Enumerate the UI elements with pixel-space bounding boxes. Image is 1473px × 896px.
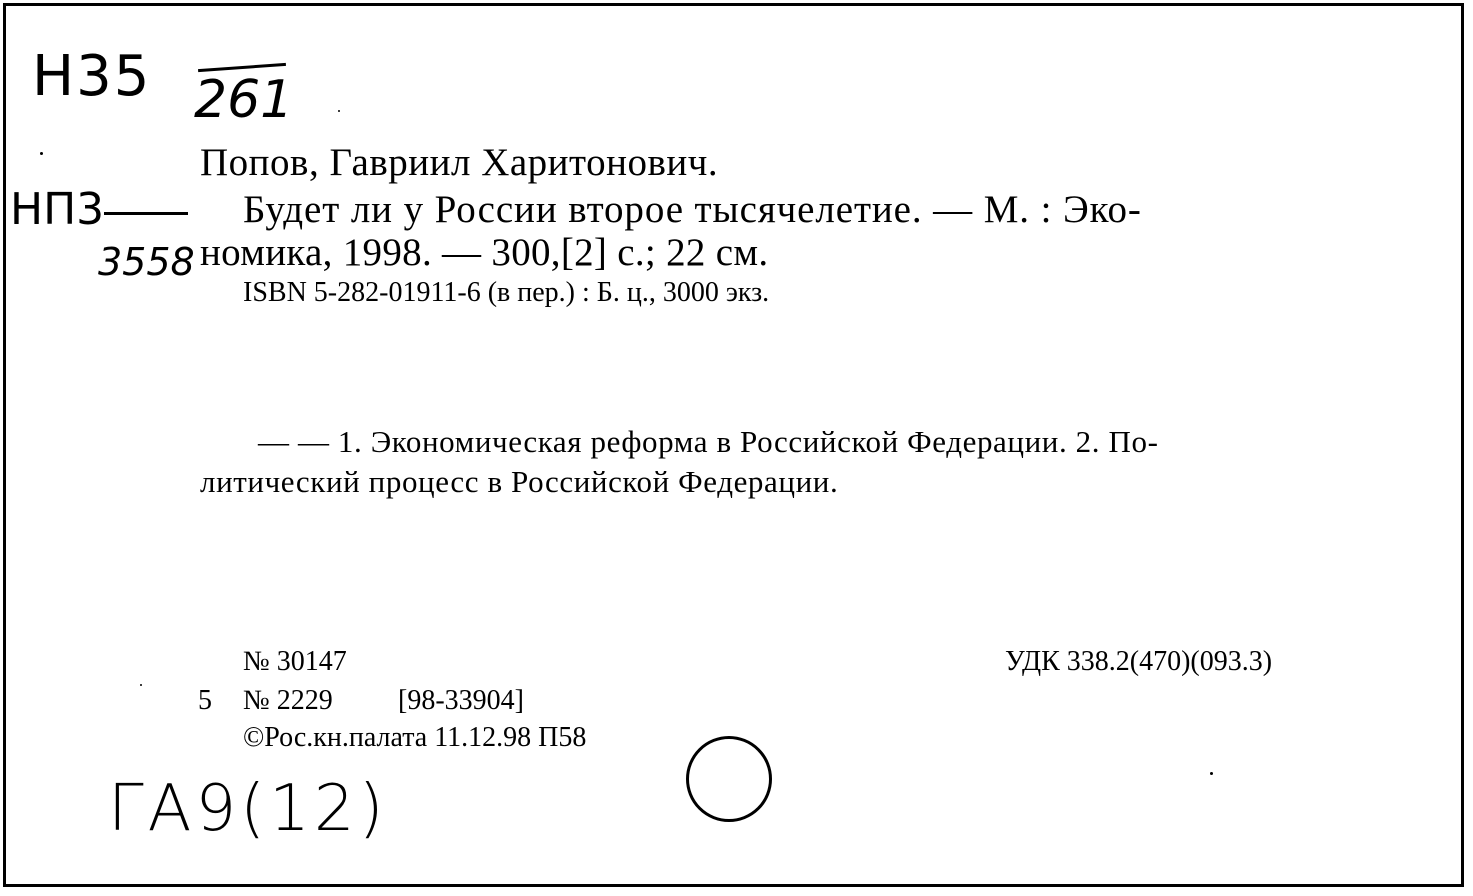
card-number-2: № 2229 bbox=[243, 685, 333, 716]
card-number: № 30147 bbox=[243, 646, 347, 677]
isbn-line: ISBN 5-282-01911-6 (в пер.) : Б. ц., 3000 экз. bbox=[243, 277, 770, 308]
handwritten-bottom-mark: ГА9(12) bbox=[108, 772, 388, 846]
handwritten-code-number: 3558 bbox=[98, 240, 195, 284]
speck bbox=[338, 110, 340, 112]
speck bbox=[40, 152, 43, 155]
title-line-2: номика, 1998. — 300,[2] с.; 22 см. bbox=[200, 231, 769, 274]
handwritten-dash bbox=[104, 212, 188, 215]
order-number: [98-33904] bbox=[398, 685, 524, 716]
punch-hole bbox=[686, 736, 772, 822]
publisher-line: ©Рос.кн.палата 11.12.98 П58 bbox=[243, 722, 587, 753]
speck bbox=[140, 684, 142, 686]
handwritten-shelf-mark: Н35 bbox=[32, 44, 152, 109]
subjects-line-2: литический процесс в Российской Федерации. bbox=[200, 464, 839, 499]
udk-code: УДК 338.2(470)(093.3) bbox=[1005, 646, 1273, 677]
title-line-1: Будет ли у России второе тысячелетие. — М. : Эко- bbox=[243, 188, 1142, 231]
speck bbox=[1210, 772, 1213, 775]
handwritten-shelf-number: 261 bbox=[194, 70, 294, 130]
copies-count: 5 bbox=[198, 685, 212, 716]
author-heading: Попов, Гавриил Харитонович. bbox=[200, 141, 719, 184]
handwritten-code: НП3 bbox=[10, 184, 105, 235]
subjects-line-1: — — 1. Экономическая реформа в Российской Федерации. 2. По- bbox=[258, 424, 1159, 459]
